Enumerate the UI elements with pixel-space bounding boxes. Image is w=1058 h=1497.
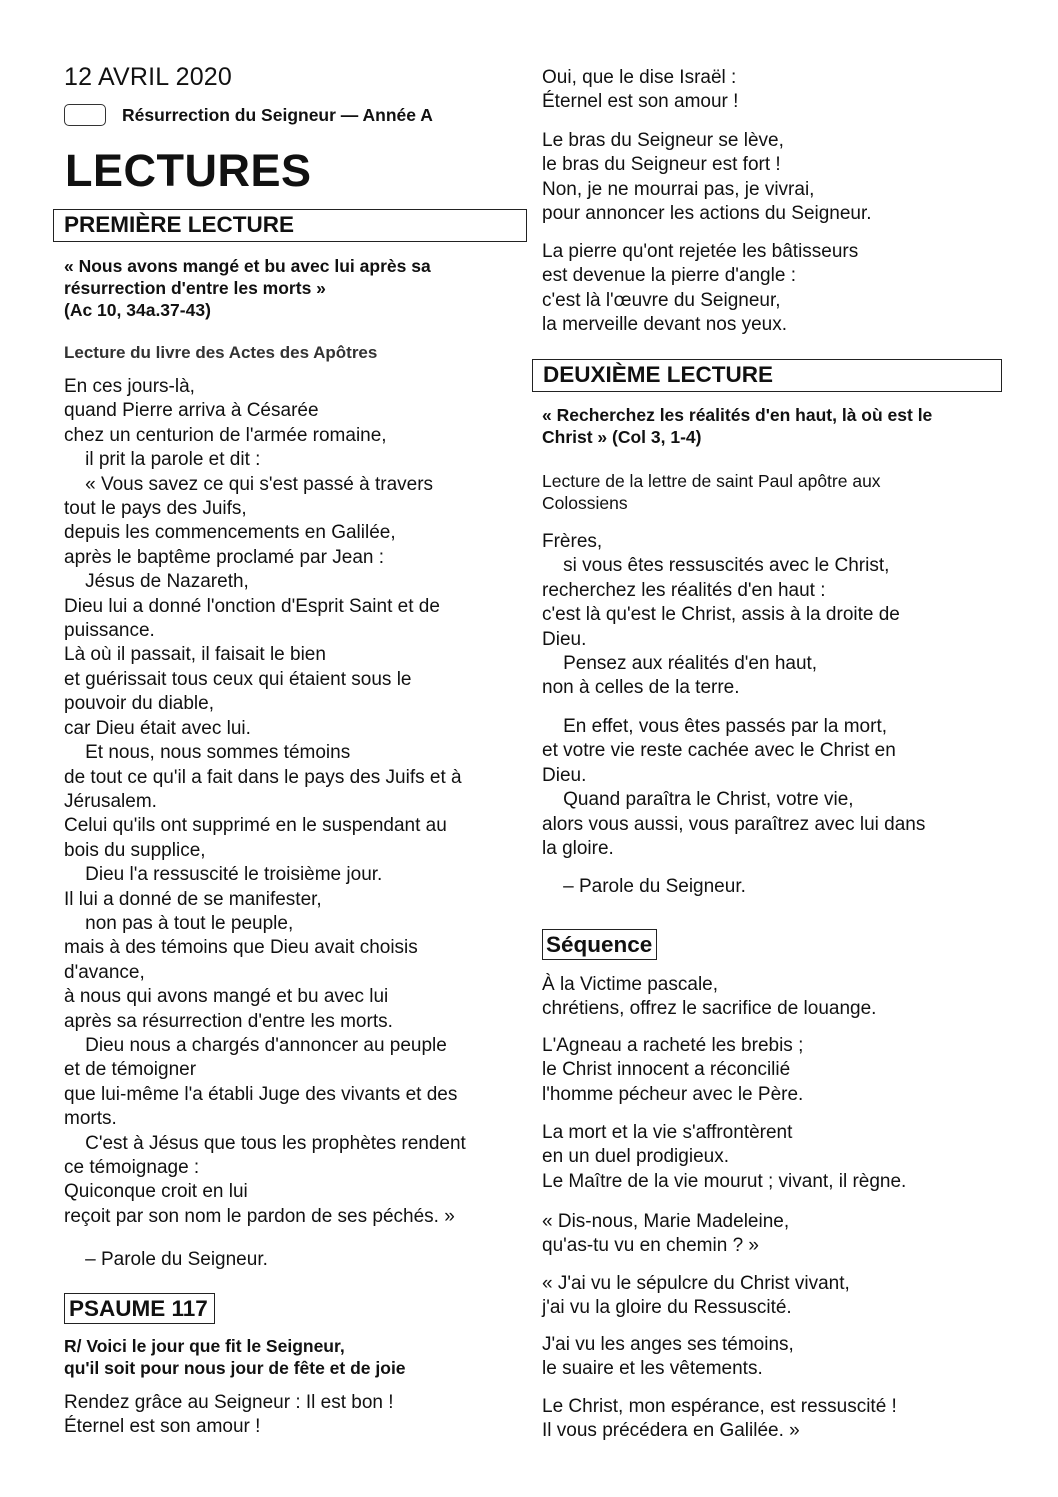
psalm-stanza-1-cont: Oui, que le dise Israël : Éternel est son amour ! (542, 67, 739, 113)
first-reading-intro: Lecture du livre des Actes des Apôtres (64, 343, 378, 362)
second-reading-intro: Lecture de la lettre de saint Paul apôtre aux Colossiens (542, 471, 881, 513)
first-reading-reference: « Nous avons mangé et bu avec lui après sa résurrection d'entre les morts » (Ac 10, 34a.37-43) (64, 256, 431, 320)
first-reading-heading: PREMIÈRE LECTURE (53, 209, 527, 242)
sequence-stanza: Le Christ, mon espérance, est ressuscité ! Il vous précédera en Galilée. » (542, 1396, 897, 1442)
psalm-stanza-1: Rendez grâce au Seigneur : Il est bon ! Éternel est son amour ! (64, 1392, 394, 1438)
page-title: LECTURES (65, 145, 312, 196)
psalm-stanza-2: Le bras du Seigneur se lève, le bras du Seigneur est fort ! Non, je ne mourrai pas, je vivrai, pour annoncer les actions du Seigneur. (542, 130, 872, 225)
feast-label: Résurrection du Seigneur — Année A (122, 104, 433, 125)
second-reading-closing: – Parole du Seigneur. (542, 876, 746, 897)
feast-row (64, 104, 433, 126)
sequence-stanza: « Dis-nous, Marie Madeleine, qu'as-tu vu en chemin ? » (542, 1211, 790, 1257)
second-reading-para-2: En effet, vous êtes passés par la mort, et votre vie reste cachée avec le Christ en Dieu. Quand paraîtra le Christ, votre vie, alors vous aussi, vous paraîtrez avec lui dans la gloire. (542, 716, 926, 860)
second-reading-para-1: Frères, si vous êtes ressuscités avec le Christ, recherchez les réalités d'en haut : c'est là qu'est le Christ, assis à la droite de Dieu. Pensez aux réalités d'en haut, non à celles de la terre. (542, 531, 900, 699)
psalm-refrain: R/ Voici le jour que fit le Seigneur, qu'il soit pour nous jour de fête et de joie (64, 1336, 406, 1378)
sequence-stanza: La mort et la vie s'affrontèrent en un duel prodigieux. Le Maître de la vie mourut ; vivant, il règne. (542, 1122, 907, 1192)
sequence-stanza: « J'ai vu le sépulcre du Christ vivant, j'ai vu la gloire du Ressuscité. (542, 1273, 850, 1319)
sequence-stanza: J'ai vu les anges ses témoins, le suaire et les vêtements. (542, 1334, 794, 1380)
second-reading-reference: « Recherchez les réalités d'en haut, là où est le Christ » (Col 3, 1-4) (542, 405, 933, 447)
sequence-heading: Séquence (542, 929, 657, 960)
psalm-stanza-3: La pierre qu'ont rejetée les bâtisseurs est devenue la pierre d'angle : c'est là l'œuvre du Seigneur, la merveille devant nos yeux. (542, 241, 859, 336)
second-reading-heading: DEUXIÈME LECTURE (532, 359, 1002, 392)
date: 12 AVRIL 2020 (64, 63, 233, 91)
first-reading-text: En ces jours-là, quand Pierre arriva à Césarée chez un centurion de l'armée romaine, il prit la parole et dit : « Vous savez ce qui s'est passé à travers tout le pays des Juifs, depuis les commencements en Galilée, après le baptême proclamé par Jean : Jésus de Nazareth, Dieu lui a donné l'onction d'Esprit Saint et de puissance. Là où il passait, il faisait le bien et guérissait tous ceux qui étaient sous le pouvoir du diable, car Dieu était avec lui. Et nous, nous sommes témoins de tout ce qu'il a fait dans le pays des Juifs et à Jérusalem. Celui qu'ils ont supprimé en le suspendant au bois du supplice, Dieu l'a ressuscité le troisième jour. Il lui a donné de se manifester, non pas à tout le peuple, mais à des témoins que Dieu avait choisis d'avance, à nous qui avons mangé et bu avec lui après sa résurrection d'entre les morts. Dieu nous a chargés d'annoncer au peuple et de témoigner que lui-même l'a établi Juge des vivants et des morts. C'est à Jésus que tous les prophètes rendent ce témoignage : Quiconque croit en lui reçoit par son nom le pardon de ses péchés. » (64, 376, 466, 1227)
first-reading-closing: – Parole du Seigneur. (64, 1249, 268, 1270)
checkbox-frame (64, 104, 106, 126)
sequence-stanza: L'Agneau a racheté les brebis ; le Christ innocent a réconcilié l'homme pécheur avec le Père. (542, 1035, 804, 1105)
psalm-heading: PSAUME 117 (64, 1293, 215, 1324)
sequence-stanza: À la Victime pascale, chrétiens, offrez le sacrifice de louange. (542, 974, 877, 1020)
